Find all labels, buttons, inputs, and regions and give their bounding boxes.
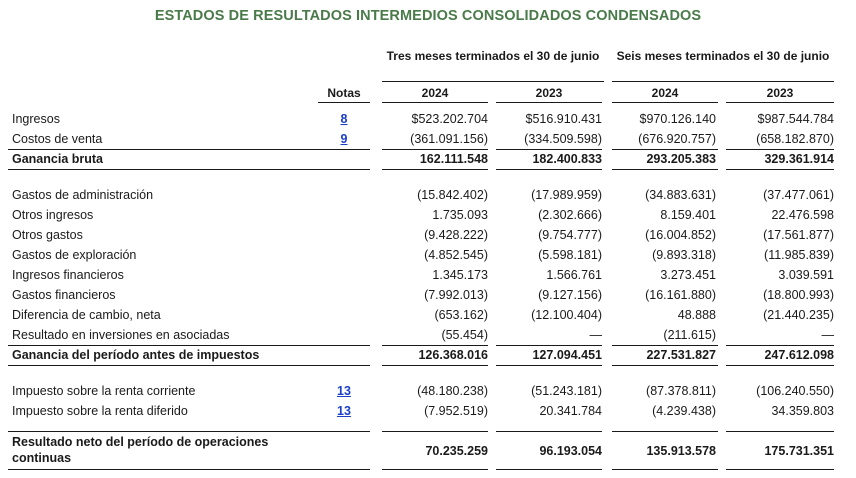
cell-3m-2024: (15.842.402) xyxy=(417,188,488,202)
cell-3m-2024: 1.735.093 xyxy=(432,208,488,222)
cell-3m-2023: $516.910.431 xyxy=(525,112,602,126)
row-label: Ingresos financieros xyxy=(12,268,124,282)
header-rule-c3 xyxy=(612,102,718,103)
net-label-line2: continuas xyxy=(12,451,72,465)
row-label: Gastos de exploración xyxy=(12,248,137,262)
row-label xyxy=(12,434,268,466)
table-row-pretax-profit xyxy=(0,345,856,365)
cell-6m-2024: (16.004.852) xyxy=(645,228,716,242)
rule-below-net-c3 xyxy=(612,469,718,470)
row-label: Costos de venta xyxy=(12,132,103,146)
cell-3m-2024: 126.368.016 xyxy=(418,348,488,362)
rule-below-net xyxy=(8,469,370,470)
rule-below-net-c1 xyxy=(382,469,488,470)
cell-3m-2024: (361.091.156) xyxy=(410,132,488,146)
cell-3m-2023: (5.598.181) xyxy=(538,248,602,262)
cell-6m-2023: (21.440.235) xyxy=(763,308,834,322)
cell-3m-2024: 1.345.173 xyxy=(432,268,488,282)
net-label-line1: Resultado neto del período de operaciones xyxy=(12,435,269,449)
cell-6m-2024: 293.205.383 xyxy=(646,152,716,166)
cell-3m-2023: 127.094.451 xyxy=(532,348,602,362)
rule-above-net xyxy=(8,431,370,432)
table-row xyxy=(0,325,856,345)
rule-above-net-c1 xyxy=(382,431,488,432)
rule-below-pretax xyxy=(8,365,370,366)
rule-below-gross-c1 xyxy=(382,169,488,170)
header-rule-c1 xyxy=(382,102,488,103)
cell-6m-2024: $970.126.140 xyxy=(639,112,716,126)
cell-3m-2024: (7.952.519) xyxy=(424,404,488,418)
period-header-three-months: Tres meses terminados el 30 de junio xyxy=(386,49,600,63)
table-row xyxy=(0,285,856,305)
row-label: Impuesto sobre la renta corriente xyxy=(12,384,196,398)
row-label: Ganancia del período antes de impuestos xyxy=(12,348,260,362)
cell-3m-2023: (9.127.156) xyxy=(538,288,602,302)
cell-6m-2023: 329.361.914 xyxy=(764,152,834,166)
rule-below-gross-c2 xyxy=(496,169,602,170)
rule-below-net-c2 xyxy=(496,469,602,470)
cell-6m-2024: 48.888 xyxy=(677,308,716,322)
note-link[interactable]: 8 xyxy=(340,112,348,126)
cell-6m-2024: (16.161.880) xyxy=(645,288,716,302)
note-link[interactable]: 9 xyxy=(340,132,348,146)
table-row-gross-profit xyxy=(0,149,856,169)
cell-3m-2024: (9.428.222) xyxy=(424,228,488,242)
cell-6m-2024: 135.913.578 xyxy=(646,444,716,458)
cell-3m-2024: $523.202.704 xyxy=(411,112,488,126)
table-row xyxy=(0,225,856,245)
row-label: Resultado en inversiones en asociadas xyxy=(12,328,230,342)
cell-6m-2024: (211.615) xyxy=(663,328,716,342)
cell-3m-2023: (12.100.404) xyxy=(531,308,602,322)
cell-6m-2023: (11.985.839) xyxy=(764,248,834,262)
row-label: Gastos financieros xyxy=(12,288,116,302)
cell-3m-2024: (55.454) xyxy=(441,328,488,342)
cell-6m-2023: 3.039.591 xyxy=(778,268,834,282)
period-header-six-months: Seis meses terminados el 30 de junio xyxy=(616,49,830,63)
cell-6m-2024: (676.920.757) xyxy=(638,132,716,146)
table-row-net-result xyxy=(0,433,856,469)
note-link[interactable]: 13 xyxy=(337,404,351,418)
table-row xyxy=(0,129,856,149)
period-underline-six-months xyxy=(612,81,834,82)
year-header-3m-2023: 2023 xyxy=(535,86,563,100)
cell-6m-2024: (4.239.438) xyxy=(652,404,716,418)
cell-3m-2024: (4.852.545) xyxy=(424,248,488,262)
cell-3m-2023: 1.566.761 xyxy=(546,268,602,282)
cell-6m-2023: (18.800.993) xyxy=(763,288,834,302)
cell-6m-2023: 34.359.803 xyxy=(771,404,834,418)
cell-6m-2023: (658.182.870) xyxy=(756,132,834,146)
period-underline-three-months xyxy=(382,81,604,82)
table-row xyxy=(0,305,856,325)
notes-column-header: Notas xyxy=(327,86,361,100)
cell-3m-2023: (51.243.181) xyxy=(531,384,602,398)
cell-6m-2023: (17.561.877) xyxy=(763,228,834,242)
table-row xyxy=(0,401,856,421)
cell-6m-2024: (9.893.318) xyxy=(652,248,716,262)
rule-above-net-c4 xyxy=(726,431,834,432)
row-label: Otros ingresos xyxy=(12,208,94,222)
rule-below-gross-c3 xyxy=(612,169,718,170)
header-rule-c4 xyxy=(726,102,834,103)
row-label: Diferencia de cambio, neta xyxy=(12,308,161,322)
cell-6m-2023: 22.476.598 xyxy=(771,208,834,222)
cell-3m-2023: (9.754.777) xyxy=(538,228,602,242)
cell-6m-2024: 8.159.401 xyxy=(660,208,716,222)
table-row xyxy=(0,205,856,225)
cell-3m-2023: 20.341.784 xyxy=(539,404,602,418)
cell-3m-2023: (17.989.959) xyxy=(531,188,602,202)
cell-6m-2024: (34.883.631) xyxy=(645,188,716,202)
table-row xyxy=(0,265,856,285)
rule-below-net-c4 xyxy=(726,469,834,470)
cell-3m-2024: (653.162) xyxy=(434,308,488,322)
rule-below-gross-c4 xyxy=(726,169,834,170)
rule-below-pretax-c3 xyxy=(612,365,718,366)
cell-6m-2024: 227.531.827 xyxy=(646,348,716,362)
note-link[interactable]: 13 xyxy=(337,384,351,398)
cell-3m-2024: (48.180.238) xyxy=(417,384,488,398)
row-label: Ganancia bruta xyxy=(12,152,103,166)
header-rule-c2 xyxy=(496,102,602,103)
cell-6m-2023: 247.612.098 xyxy=(764,348,834,362)
cell-6m-2024: (87.378.811) xyxy=(646,384,716,398)
cell-3m-2023: 182.400.833 xyxy=(532,152,602,166)
cell-3m-2024: (7.992.013) xyxy=(424,288,488,302)
cell-3m-2023: (334.509.598) xyxy=(524,132,602,146)
rule-above-net-c3 xyxy=(612,431,718,432)
cell-6m-2024: 3.273.451 xyxy=(660,268,716,282)
row-label: Ingresos xyxy=(12,112,60,126)
cell-6m-2023: (106.240.550) xyxy=(756,384,834,398)
rule-above-net-c2 xyxy=(496,431,602,432)
row-label: Impuesto sobre la renta diferido xyxy=(12,404,188,418)
year-header-6m-2024: 2024 xyxy=(651,86,679,100)
cell-6m-2023: $987.544.784 xyxy=(757,112,834,126)
year-header-3m-2024: 2024 xyxy=(421,86,449,100)
table-row xyxy=(0,245,856,265)
year-header-6m-2023: 2023 xyxy=(766,86,794,100)
statement-title: ESTADOS DE RESULTADOS INTERMEDIOS CONSOLIDADOS CONDENSADOS xyxy=(154,8,702,24)
rule-below-pretax-c2 xyxy=(496,365,602,366)
row-label: Otros gastos xyxy=(12,228,83,242)
cell-3m-2023: (2.302.666) xyxy=(538,208,602,222)
cell-6m-2023: — xyxy=(821,328,834,342)
cell-6m-2023: (37.477.061) xyxy=(763,188,834,202)
cell-3m-2024: 162.111.548 xyxy=(419,152,488,166)
header-rule-notes xyxy=(318,102,370,103)
cell-3m-2023: 96.193.054 xyxy=(539,444,602,458)
row-label: Gastos de administración xyxy=(12,188,154,202)
cell-6m-2023: 175.731.351 xyxy=(764,444,834,458)
table-row xyxy=(0,381,856,401)
rule-below-pretax-c1 xyxy=(382,365,488,366)
cell-3m-2023: — xyxy=(589,328,602,342)
table-row xyxy=(0,185,856,205)
table-row xyxy=(0,109,856,129)
rule-below-pretax-c4 xyxy=(726,365,834,366)
cell-3m-2024: 70.235.259 xyxy=(425,444,488,458)
rule-below-gross xyxy=(8,169,370,170)
